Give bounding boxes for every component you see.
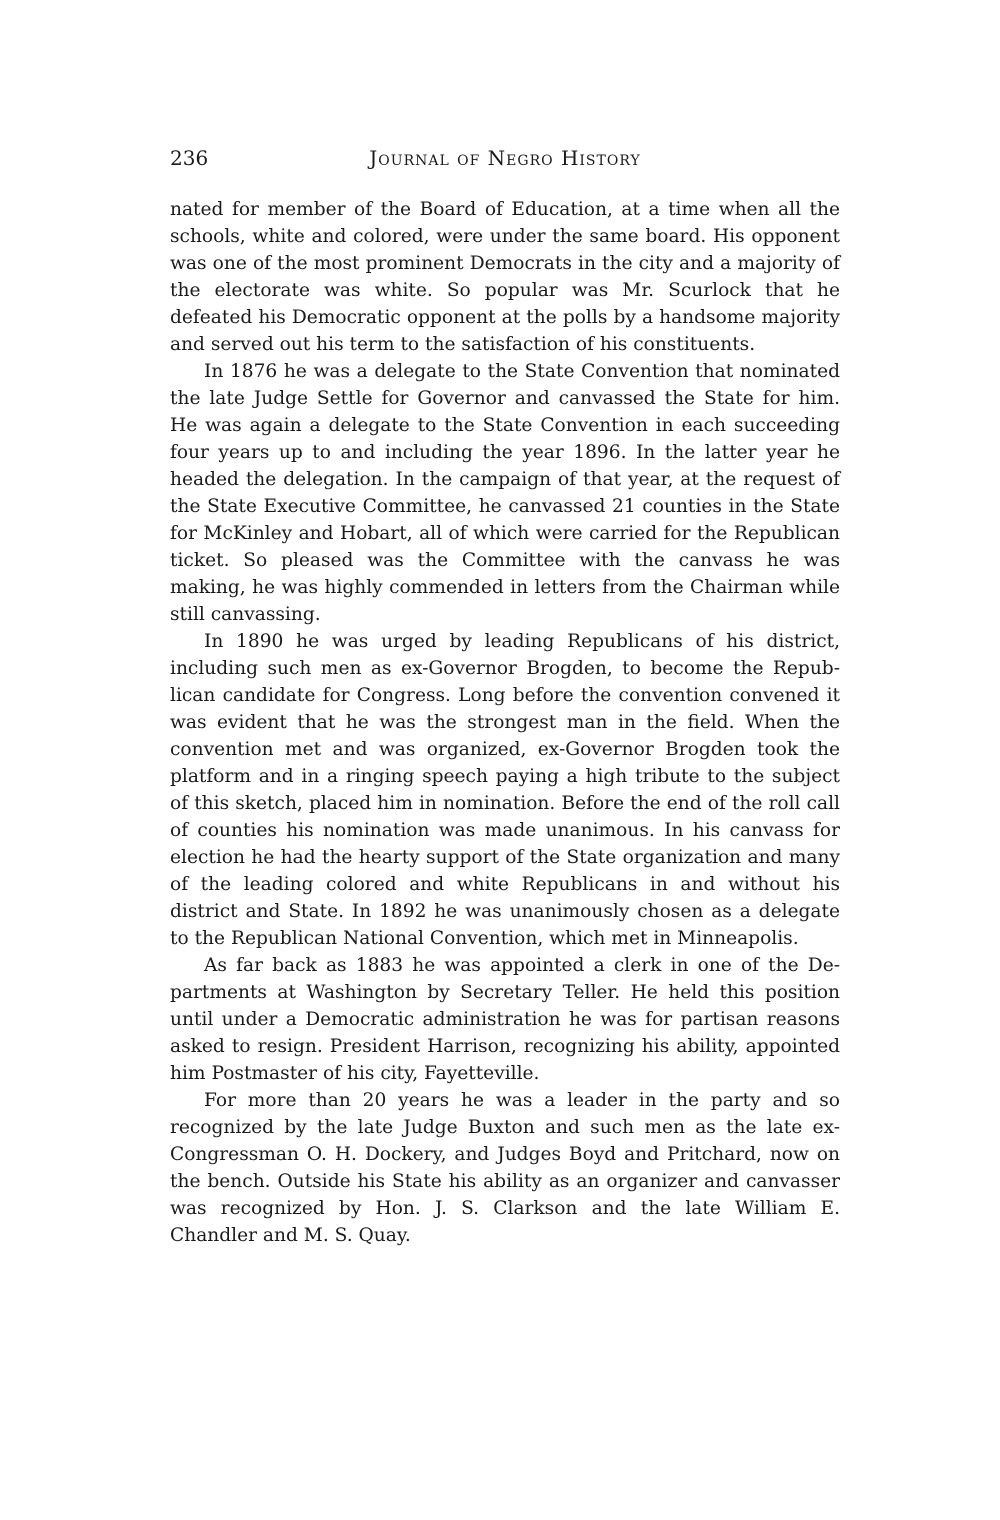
paragraph-state-convention: In 1876 he was a delegate to the State Convention that nominated the late Judge Settle for Governor and canvassed the State for him. He was again a delegate to the State Convention in each succeeding four years up to and including the year 1896. In the latter year he headed the delegation. In the campaign of that year, at the request of the State Executive Committee, he canvassed 21 counties in the State for McKinley and Hobart, all of which were carried for the Republican ticket. So pleased was the Committee with the canvass he was making, he was highly commended in letters from the Chairman while still canvassing. [170, 361, 840, 625]
page-number: 236 [170, 146, 209, 170]
paragraph-washington-clerk: As far back as 1883 he was appointed a clerk in one of the Departments at Washington by Secretary Teller. He held this position until under a Democratic administration he was for partisan reasons asked to resign. President Harrison, recognizing his ability, appointed him Postmaster of his city, Fayetteville. [170, 955, 840, 1084]
paragraph-continuation: nated for member of the Board of Education, at a time when all the schools, white and colored, were under the same board. His opponent was one of the most prominent Democrats in the city and a majority of the electorate was white. So popular was Mr. Scurlock that he defeated his Democratic opponent at the polls by a handsome majority and served out his term to the satisfaction of his constituents. [170, 199, 840, 355]
body-text [170, 196, 840, 1249]
running-header [170, 142, 840, 174]
paragraph-congress-candidacy: In 1890 he was urged by leading Republicans of his district, including such men as ex-Governor Brogden, to become the Republican candidate for Congress. Long before the convention convened it was evident that he was the strongest man in the field. When the convention met and was organized, ex-Governor Brogden took the platform and in a ringing speech paying a high tribute to the subject of this sketch, placed him in nomination. Before the end of the roll call of counties his nomination was made unanimous. In his canvass for election he had the hearty support of the State organization and many of the leading colored and white Republicans in and without his district and State. In 1892 he was unanimously chosen as a delegate to the Republican National Convention, which met in Minneapolis. [170, 631, 840, 949]
paragraph-party-leader: For more than 20 years he was a leader in the party and so recognized by the late Judge Buxton and such men as the late ex-Congressman O. H. Dockery, and Judges Boyd and Pritchard, now on the bench. Outside his State his ability as an organizer and canvasser was recognized by Hon. J. S. Clarkson and the late William E. Chandler and M. S. Quay. [170, 1090, 840, 1246]
journal-title: Journal of Negro History [369, 146, 641, 170]
